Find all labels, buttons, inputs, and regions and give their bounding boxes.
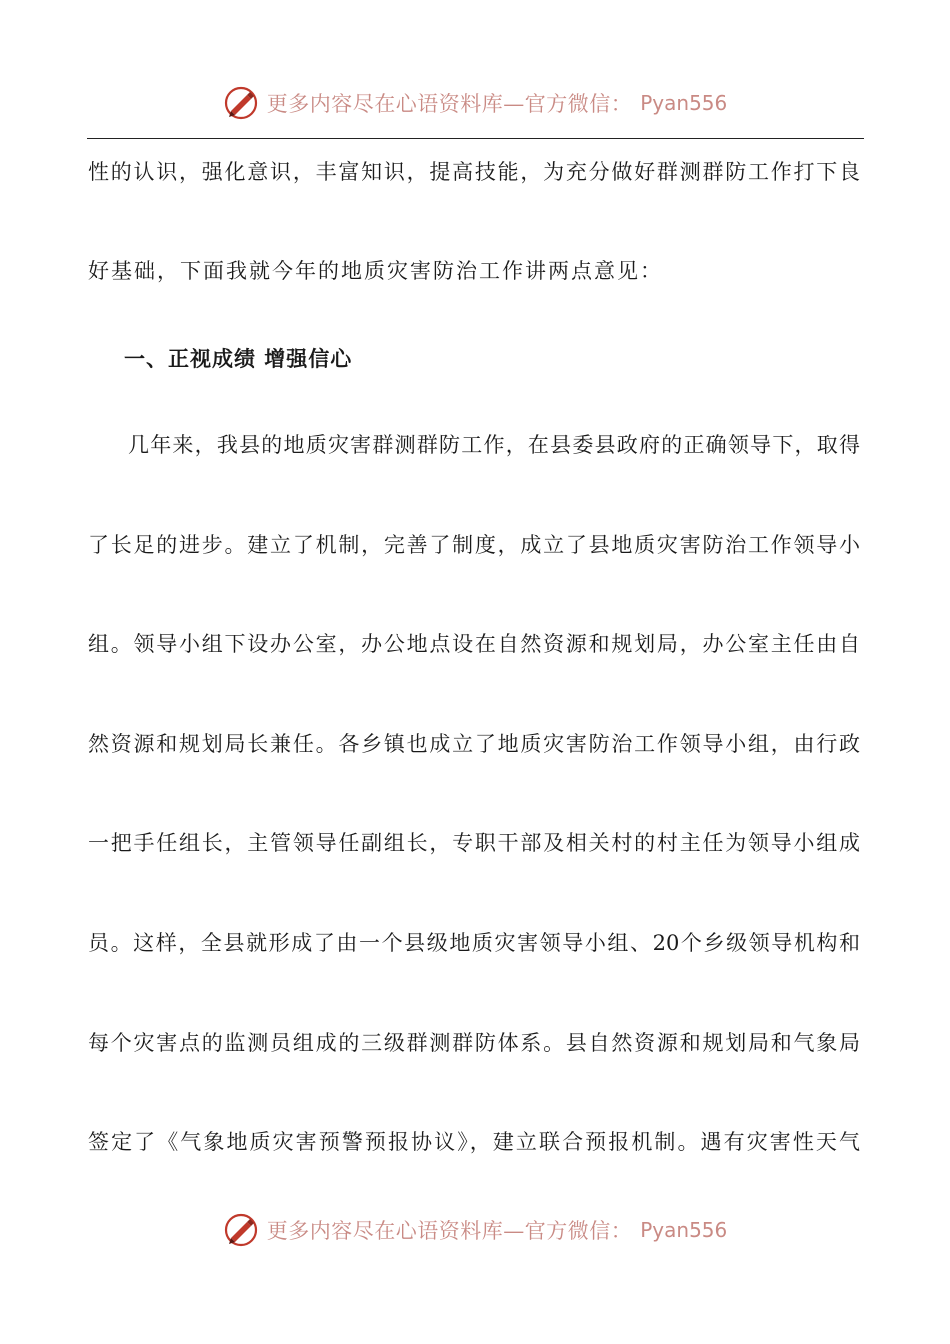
header-divider (87, 138, 864, 139)
body-line-4: 了长足的进步。建立了机制，完善了制度，成立了县地质灾害防治工作领导小 (88, 533, 860, 557)
body-line-8: 员。这样，全县就形成了由一个县级地质灾害领导小组、20个乡级领导机构和 (88, 931, 860, 955)
body-line-2: 好基础，下面我就今年的地质灾害防治工作讲两点意见： (88, 259, 663, 283)
header-banner (0, 83, 950, 123)
header-wechat-id: Pyan556 (640, 91, 728, 115)
footer-wechat-id: Pyan556 (640, 1218, 728, 1242)
body-line-3: 几年来，我县的地质灾害群测群防工作，在县委县政府的正确领导下，取得 (128, 433, 860, 457)
footer-banner-text: 更多内容尽在心语资料库—官方微信： (266, 1219, 633, 1243)
body-line-7: 一把手任组长，主管领导任副组长，专职干部及相关村的村主任为领导小组成 (88, 831, 860, 855)
footer-banner (0, 1210, 950, 1250)
body-line-5: 组。领导小组下设办公室，办公地点设在自然资源和规划局，办公室主任由自 (88, 632, 860, 656)
body-line-9: 每个灾害点的监测员组成的三级群测群防体系。县自然资源和规划局和气象局 (88, 1031, 860, 1055)
body-line-10: 签定了《气象地质灾害预警预报协议》，建立联合预报机制。遇有灾害性天气 (88, 1130, 860, 1154)
body-line-6: 然资源和规划局长兼任。各乡镇也成立了地质灾害防治工作领导小组，由行政 (88, 732, 860, 756)
body-line-1: 性的认识，强化意识，丰富知识，提高技能，为充分做好群测群防工作打下良 (88, 160, 860, 184)
pen-logo-icon (223, 1212, 259, 1248)
pen-logo-icon (223, 85, 259, 121)
section-heading: 一、正视成绩 增强信心 (124, 347, 353, 371)
header-banner-text: 更多内容尽在心语资料库—官方微信： (266, 92, 633, 116)
